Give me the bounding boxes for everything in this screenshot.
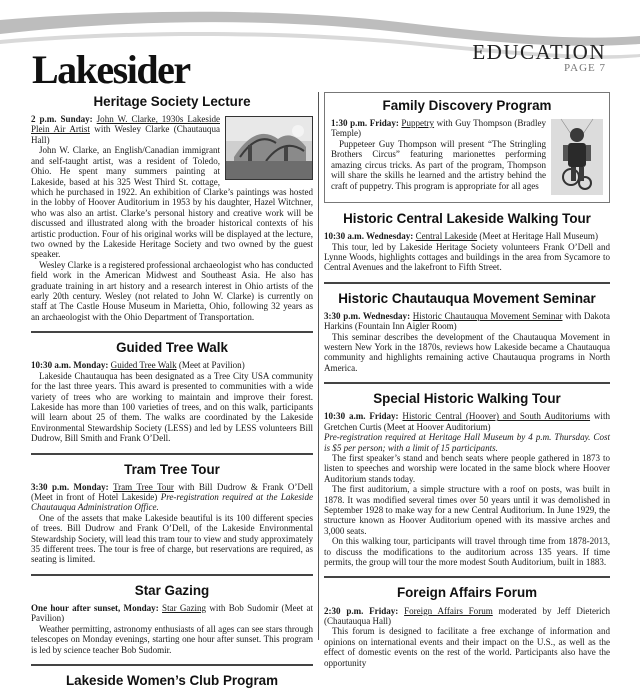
article-body: This seminar describes the development of the Chautauqua Movement in western New York in the 1870s, reviews how Lakeside became a Chautauqua community and highlights remaining active Chautauqua programs in North America. [324, 331, 610, 373]
puppetry-link[interactable]: Puppetry [401, 118, 435, 129]
chautauqua-seminar-link[interactable]: Historic Chautauqua Movement Seminar [412, 310, 563, 321]
section-divider [324, 382, 610, 384]
marionette-image [551, 119, 603, 195]
article-title: Historic Central Lakeside Walking Tour [343, 211, 591, 227]
article-title: Star Gazing [134, 582, 210, 598]
section-divider [324, 282, 610, 284]
tram-tour-link[interactable]: Tram Tree Tour [112, 481, 174, 492]
article-body: One of the assets that make Lakeside beautiful is its 100 different species of trees. Bill Dudrow and Frank O’Dell, of the Lakeside Environmental Stewardship Society, will lead this tram tour to view and study approximately 35 different trees. The tour is free of charge, but reservations are required, as seating is limited. [31, 512, 313, 565]
heritage-lecture-link[interactable]: John W. Clarke, 1930s Lakeside Plein Air Artist [31, 114, 220, 135]
column-divider [318, 92, 319, 640]
article-guided-tree-walk: Guided Tree Walk 10:30 a.m. Monday: Guided Tree Walk (Meet at Pavilion) Lakeside Chautauqua has been designated as a Tree City USA community for the last three years. This award is presented to communities with a wide variety of trees who are working to maintain and improve their forest. Lakeside has more than 100 varieties of trees, and on this walk, participants will learn about 25 of them. The walks are coordinated by the Lakeside Environmental Stewardship Society (LESS) and led by LESS volunteers Bill Dudrow, Bill Smith and Frank O’Dell. [31, 340, 313, 444]
star-gazing-link[interactable]: Star Gazing [162, 602, 207, 613]
article-title: Special Historic Walking Tour [373, 391, 561, 407]
central-lakeside-link[interactable]: Central Lakeside [415, 231, 478, 242]
section-divider [31, 453, 313, 455]
article-title: Historic Chautauqua Movement Seminar [338, 290, 596, 306]
section-title: EDUCATION [472, 40, 606, 64]
section-divider [324, 576, 610, 578]
article-body: On this walking tour, participants will travel through time from 1878-2013, to discuss the modifications to the auditorium across 135 years. If time permits, the group will tour the more modest South Auditorium, built in 1883. [324, 536, 610, 568]
clarke-painting-image [225, 116, 313, 180]
section-divider [31, 574, 313, 576]
auditoriums-link[interactable]: Historic Central (Hoover) and South Auditoriums [402, 411, 591, 422]
article-special-walking-tour: Special Historic Walking Tour 10:30 a.m. Friday: Historic Central (Hoover) and South Auditoriums with Gretchen Curtis (Meet at Hoover Auditorium) Pre-registration required at Heritage Hall Museum by 4 p.m. Thursday. Cost is $5 per person; with a limit of 15 participants. The first speaker’s stand and bench seats where people gathered in 1873 to listen to speeches and worship were located in the same block where Hoover Auditorium stands today. The first auditorium, a simple structure with a roof on posts, was built in 1878. It was modified several times over 50 years until it was demolished in September 1928 to make way for a new Central Auditorium. In June 1929, the structure known as Hoover Auditorium opened with its massive arches and 3,000 seats. On this walking tour, participants will travel through time from 1878-2013, to discuss the modifications to the auditorium across 135 years. If time permits, the group will tour the more modest South Auditorium, built in 1883. [324, 391, 610, 568]
article-central-walking-tour: Historic Central Lakeside Walking Tour 10:30 a.m. Wednesday: Central Lakeside (Meet at Heritage Hall Museum) This tour, led by Lakeside Heritage Society volunteers Frank O’Dell and Lynne Woods, highlights cottages and buildings in the area from Sycamore to Central Avenues and the lakefront to Fifth Street. [324, 211, 610, 273]
article-foreign-affairs: Foreign Affairs Forum 2:30 p.m. Friday: Foreign Affairs Forum moderated by Jeff Dieterich (Chautauqua Hall) This forum is designed to facilitate a free exchange of information and opinions on international events and their impact on the U.S., as well as the effect of domestic events on the rest of the world. Participants also have the opportunity [324, 585, 611, 668]
article-title: Lakeside Women’s Club Program [65, 672, 279, 688]
article-title: Heritage Society Lecture [93, 94, 251, 109]
article-star-gazing: Star Gazing One hour after sunset, Monday: Star Gazing with Bob Sudomir (Meet at Pavilion) Weather permitting, astronomy enthusiasts of all ages can see stars through telescopes on Monday evenings, starting one hour after sunset. This program is led by science teacher Bob Sudomir. [31, 582, 313, 655]
article-heritage-lecture: Heritage Society Lecture 2 p.m. Sunday: John W. Clarke, 1930s Lakeside Plein Air Artist with Wesley Clarke (Chautauqua Hall) John W. Clarke, an English/Canadian immigrant and self-taught artist, was a resident of Toledo, Ohio. He spent many summers painting at Lakeside, based at his 325 West Third St. cottage, which he purchased in 1922. An exhibition of Clarke’s paintings was hosted in the lobby of Hoover Auditorium in 1953 by his daughter, Hazel Witchner, who was also an artist. Clarke’s personal history and creative work will be discussed and illustrated along with the broader historical contexts of his artistic production. Four of his original works will be displayed at the lecture, two owned by the Lakeside Heritage Society and two owned by the guest speaker. Wesley Clarke is a registered professional archaeologist who has conducted field work in the American Midwest and Southeast Asia. He also has graduate training in art history and a research interest in Ohio artists of the early 20th century. Wesley (not related to John W. Clarke) is currently on staff at The Castle House Museum in Marietta, Ohio, following 32 years as an archaeologist with the Ohio Department of Transportation. [31, 94, 313, 322]
article-womens-club [31, 673, 313, 689]
article-title: Foreign Affairs Forum [396, 585, 538, 601]
article-title: Guided Tree Walk [116, 340, 228, 356]
article-chautauqua-seminar: Historic Chautauqua Movement Seminar 3:30 p.m. Wednesday: Historic Chautauqua Movement Seminar with Dakota Harkins (Fountain Inn Aigler Room) This seminar describes the development of the Chautauqua Movement in western New York in the 1870s, reviews how Lakeside became a Chautauqua community and highlights remaining active Chautauqua programs in North America. [324, 290, 611, 373]
article-body: Lakeside Chautauqua has been designated as a Tree City USA community for the last three years. This award is presented to communities with a wide variety of trees who are working to maintain and improve their forest. Lakeside has more than 100 varieties of trees, and on this walk, participants will learn about 25 of them. The walks are coordinated by the Lakeside Environmental Stewardship Society (LESS) and led by LESS volunteers Bill Dudrow, Bill Smith and Frank O’Dell. [31, 370, 313, 444]
article-body: Puppeteer Guy Thompson will present “The Stringling Brothers Circus” featuring marionettes performing amazing circus tricks. As part of the program, Thompson will share the skills he learned and the artistry behind the craft of puppetry. This program is appropriate for all ages [331, 138, 546, 191]
article-title: Tram Tree Tour [124, 461, 220, 477]
section-divider [31, 331, 313, 333]
newsletter-logo: Lakesider [32, 47, 190, 92]
article-body: Wesley Clarke is a registered professional archaeologist who has conducted field work in the American Midwest and Southeast Asia. He also has graduate training in art history and a research interest in Ohio artists of the early 20th century. Wesley (not related to John W. Clarke) is currently on staff at The Castle House Museum in Marietta, Ohio, following 32 years as an archaeologist with the Ohio Department of Transportation. [31, 259, 313, 322]
article-family-discovery: Family Discovery Program 1:30 p.m. Friday: Puppetry with Guy Thompson (Bradley Temple) Puppeteer Guy Thompson will present “The Stringling Brothers Circus” featuring marionettes performing amazing circus tricks. As part of the program, Thompson will share the skills he learned and the artistry behind the craft of puppetry. This program is appropriate for all ages [324, 92, 610, 203]
article-body: The first speaker’s stand and bench seats where people gathered in 1873 to listen to speeches and worship were located in the same block where Hoover Auditorium stands today. [324, 453, 610, 484]
tree-walk-link[interactable]: Guided Tree Walk [110, 360, 177, 371]
foreign-affairs-link[interactable]: Foreign Affairs Forum [404, 605, 493, 616]
article-body: The first auditorium, a simple structure with a roof on posts, was built in 1878. It was modified several times over 50 years until it was demolished in September 1928 to make way for a new Central Auditorium. In June 1929, the structure known as Hoover Auditorium opened with its massive arches and 3,000 seats. [324, 484, 610, 536]
article-tram-tree-tour: Tram Tree Tour 3:30 p.m. Monday: Tram Tree Tour with Bill Dudrow & Frank O’Dell (Meet in front of Hotel Lakeside) Pre-registration required at the Lakeside Chautauqua Administration Office. One of the assets that make Lakeside beautiful is its 100 different species of trees. Bill Dudrow and Frank O’Dell, of the Lakeside Environmental Stewardship Society, will lead this tram tour to view and study approximately 35 different trees. The tour is free of charge, but reservations are required, as seating is limited. [31, 461, 313, 565]
right-column [324, 92, 611, 668]
article-body: This tour, led by Lakeside Heritage Society volunteers Frank O’Dell and Lynne Woods, highlights cottages and buildings in the area from Sycamore to Central Avenues and the lakefront to Fifth Street. [324, 241, 610, 273]
left-column [31, 92, 313, 688]
registration-note: Pre-registration required at Heritage Hall Museum by 4 p.m. Thursday. Cost is $5 per person; with a limit of 15 participants. [324, 432, 610, 453]
article-body: John W. Clarke, an English/Canadian immigrant and self-taught artist, was a resident of Toledo, Ohio. He spent many summers painting at Lakeside, based at his 325 West Third St. cottage, which he purchased in 1922. An exhibition of Clarke’s paintings was hosted in the lobby of Hoover Auditorium in 1953 by his daughter, Hazel Witchner, who was also an artist. Clarke’s personal history and creative work will be discussed and illustrated along with the broader historical contexts of his artistic production. Four of his original works will be displayed at the lecture, two owned by the Lakeside Heritage Society and two owned by the guest speaker. [31, 145, 313, 260]
article-body: Weather permitting, astronomy enthusiasts of all ages can see stars through telescopes on Monday evenings, starting one hour after sunset. This program is led by science teacher Bob Sudomir. [31, 623, 313, 655]
section-divider [31, 664, 313, 666]
article-title: Family Discovery Program [382, 98, 552, 113]
article-body: This forum is designed to facilitate a free exchange of information and opinions on international events and their impact on the U.S., as well as the effect of domestic events on the rest of the world. Participants also have the opportunity [324, 626, 610, 668]
page-number: PAGE 7 [564, 62, 606, 74]
